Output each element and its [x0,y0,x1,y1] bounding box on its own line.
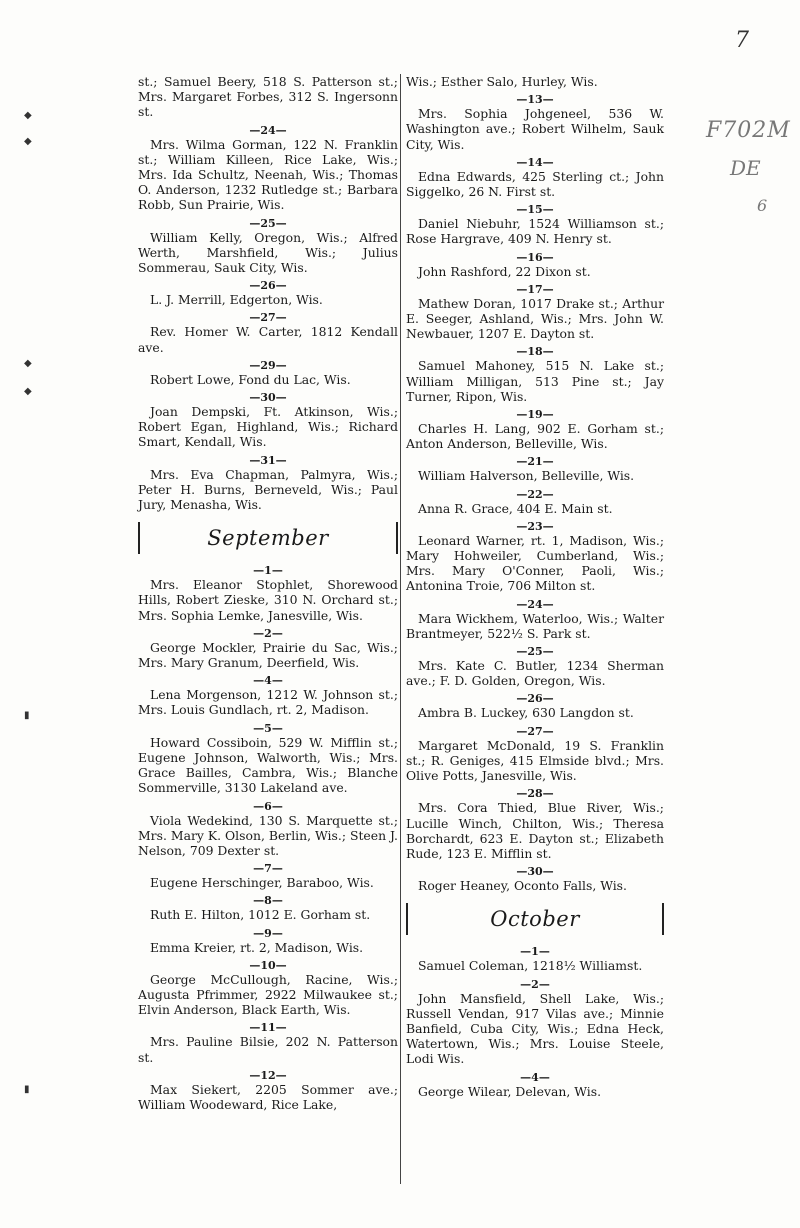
birthday-entry: Mrs. Eleanor Stophlet, Shorewood Hills, Robert Zieske, 310 N. Orchard st.; Mrs. Sophia Lemke, Janesville, Wis. [138,577,398,623]
day-number: —14— [516,155,554,169]
birthday-entry: Joan Dempski, Ft. Atkinson, Wis.; Robert Egan, Highland, Wis.; Richard Smart, Kendall, Wis. [138,404,398,450]
day-number: —15— [516,203,554,217]
day-number: —9— [253,926,283,940]
birthday-entry: Rev. Homer W. Carter, 1812 Kendall ave. [138,324,398,355]
birthday-entry: Samuel Mahoney, 515 N. Lake st.; William Milligan, 513 Pine st.; Jay Turner, Ripon, Wis. [406,358,664,404]
birthday-entry: Emma Kreier, rt. 2, Madison, Wis. [150,939,364,955]
day-number: —24— [249,123,287,137]
punch-mark: ▮ [24,710,30,721]
day-number: —13— [516,93,554,107]
margin-note: F702M [706,118,791,143]
birthday-entry: Mathew Doran, 1017 Drake st.; Arthur E. Seeger, Ashland, Wis.; Mrs. John W. Newbauer, 1207 E. Dayton st. [406,295,664,342]
day-number: —2— [520,977,550,991]
august-list [138,124,398,513]
month-header-october [406,903,664,935]
day-number: —1— [253,564,283,578]
birthday-entry: John Rashford, 22 Dixon st. [418,263,591,279]
birthday-entry: Mrs. Wilma Gorman, 122 N. Franklin st.; William Killeen, Rice Lake, Wis.; Mrs. Ida Schultz, Neenah, Wis.; Thomas O. Anderson, 1232 Rutledge st.; Barbara Robb, Sun Prairie, Wis. [138,136,398,213]
day-number: —23— [516,519,554,533]
day-number: —25— [516,645,554,659]
day-number: —24— [516,597,554,611]
day-number: —22— [516,487,554,501]
day-number: —8— [253,894,283,908]
day-number: —7— [253,862,283,876]
birthday-entry: Mrs. Kate C. Butler, 1234 Sherman ave.; F. D. Golden, Oregon, Wis. [406,658,664,689]
day-number: —29— [249,358,287,372]
day-number: —5— [253,721,283,735]
day-number: —27— [516,724,554,738]
september-list [406,93,664,893]
september-list [138,564,398,1112]
page-number: 7 [735,28,749,53]
day-number: —25— [249,216,287,230]
entry: Wis.; Esther Salo, Hurley, Wis. [406,74,598,89]
punch-mark: ◆ [24,386,32,397]
birthday-entry: Mrs. Cora Thied, Blue River, Wis.; Lucille Winch, Chilton, Wis.; Theresa Borchardt, 623 E. Dayton st.; Elizabeth Rude, 123 E. Mifflin st. [406,800,664,861]
day-number: —11— [249,1021,287,1035]
day-number: —30— [249,391,287,405]
entry: st.; Samuel Beery, 518 S. Patterson st.; Mrs. Margaret Forbes, 312 S. Ingersonn st. [138,74,398,120]
birthday-entry: Anna R. Grace, 404 E. Main st. [418,500,613,516]
birthday-entry: Samuel Coleman, 1218½ Williamst. [418,958,643,974]
birthday-entry: Howard Cossiboin, 529 W. Mifflin st.; Eugene Johnson, Walworth, Wis.; Mrs. Grace Bailles, Cambra, Wis.; Blanche Sommerville, 3130 Lakeland ave. [138,734,398,796]
birthday-entry: William Kelly, Oregon, Wis.; Alfred Werth, Marshfield, Wis.; Julius Sommerau, Sauk City, Wis. [138,229,398,276]
birthday-entry: George McCullough, Racine, Wis.; Augusta Pfrimmer, 2922 Milwaukee st.; Elvin Anderson, Black Earth, Wis. [138,971,398,1018]
birthday-entry: Viola Wedekind, 130 S. Marquette st.; Mrs. Mary K. Olson, Berlin, Wis.; Steen J. Nelson, 709 Dexter st. [138,812,398,858]
day-number: —4— [520,1070,550,1084]
margin-note: DE [730,156,761,180]
day-number: —1— [520,945,550,959]
october-list [406,945,664,1098]
punch-mark: ◆ [24,110,32,121]
day-number: —30— [516,865,554,879]
day-number: —26— [516,692,554,706]
day-number: —16— [516,250,554,264]
day-number: —26— [249,279,287,293]
punch-mark: ▮ [24,1084,30,1095]
day-number: —31— [249,453,287,467]
birthday-entry: George Wilear, Delevan, Wis. [418,1083,602,1099]
birthday-entry: William Halverson, Belleville, Wis. [418,468,635,484]
birthday-entry: John Mansfield, Shell Lake, Wis.; Russell Vendan, 917 Vilas ave.; Minnie Banfield, Cuba City, Wis.; Edna Heck, Watertown, Wis.; Mrs. Louise Steele, Lodi Wis. [406,990,664,1067]
day-number: —10— [249,958,287,972]
month-header-september [138,522,398,554]
birthday-entry: Mara Wickhem, Waterloo, Wis.; Walter Brantmeyer, 522½ S. Park st. [406,610,664,641]
birthday-entry: Margaret McDonald, 19 S. Franklin st.; R. Geniges, 415 Elmside blvd.; Mrs. Olive Potts, Janesville, Wis. [406,737,664,784]
day-number: —28— [516,787,554,801]
birthday-entry: L. J. Merrill, Edgerton, Wis. [150,292,323,308]
birthday-entry: Roger Heaney, Oconto Falls, Wis. [418,878,627,894]
birthday-entry: Ruth E. Hilton, 1012 E. Gorham st. [150,907,371,923]
birthday-entry: Robert Lowe, Fond du Lac, Wis. [150,371,351,387]
day-number: —2— [253,626,283,640]
birthday-entry: Edna Edwards, 425 Sterling ct.; John Siggelko, 26 N. First st. [406,168,664,200]
birthday-entry: Mrs. Pauline Bilsie, 202 N. Patterson st. [138,1034,398,1065]
column-divider [400,74,401,1184]
birthday-entry: Mrs. Sophia Johgeneel, 536 W. Washington ave.; Robert Wilhelm, Sauk City, Wis. [406,106,664,152]
left-column [138,74,398,1112]
day-number: —12— [249,1068,287,1082]
day-number: —17— [516,282,554,296]
punch-mark: ◆ [24,136,32,147]
birthday-entry: Charles H. Lang, 902 E. Gorham st.; Anton Anderson, Belleville, Wis. [406,421,664,452]
birthday-entry: Eugene Herschinger, Baraboo, Wis. [150,875,374,891]
margin-note: 6 [757,196,768,215]
day-number: —19— [516,408,554,422]
birthday-entry: Mrs. Eva Chapman, Palmyra, Wis.; Peter H. Burns, Berneveld, Wis.; Paul Jury, Menasha, Wis. [138,466,398,513]
right-column [406,74,664,1099]
birthday-entry: Daniel Niebuhr, 1524 Williamson st.; Rose Hargrave, 409 N. Henry st. [406,216,664,247]
birthday-entry: Lena Morgenson, 1212 W. Johnson st.; Mrs. Louis Gundlach, rt. 2, Madison. [138,687,398,718]
birthday-entry: Max Siekert, 2205 Sommer ave.; William Woodeward, Rice Lake, [138,1081,398,1112]
birthday-entry: George Mockler, Prairie du Sac, Wis.; Mrs. Mary Granum, Deerfield, Wis. [138,639,398,671]
day-number: —18— [516,345,554,359]
day-number: —27— [249,311,287,325]
day-number: —4— [253,674,283,688]
month-title: October [490,906,580,931]
birthday-entry: Leonard Warner, rt. 1, Madison, Wis.; Mary Hohweiler, Cumberland, Wis.; Mrs. Mary O'Conner, Paoli, Wis.; Antonina Troie, 706 Milton st. [406,532,664,594]
punch-mark: ◆ [24,358,32,369]
day-number: —21— [516,455,554,469]
birthday-entry: Ambra B. Luckey, 630 Langdon st. [418,705,634,721]
day-number: —6— [253,799,283,813]
month-title: September [207,525,329,550]
